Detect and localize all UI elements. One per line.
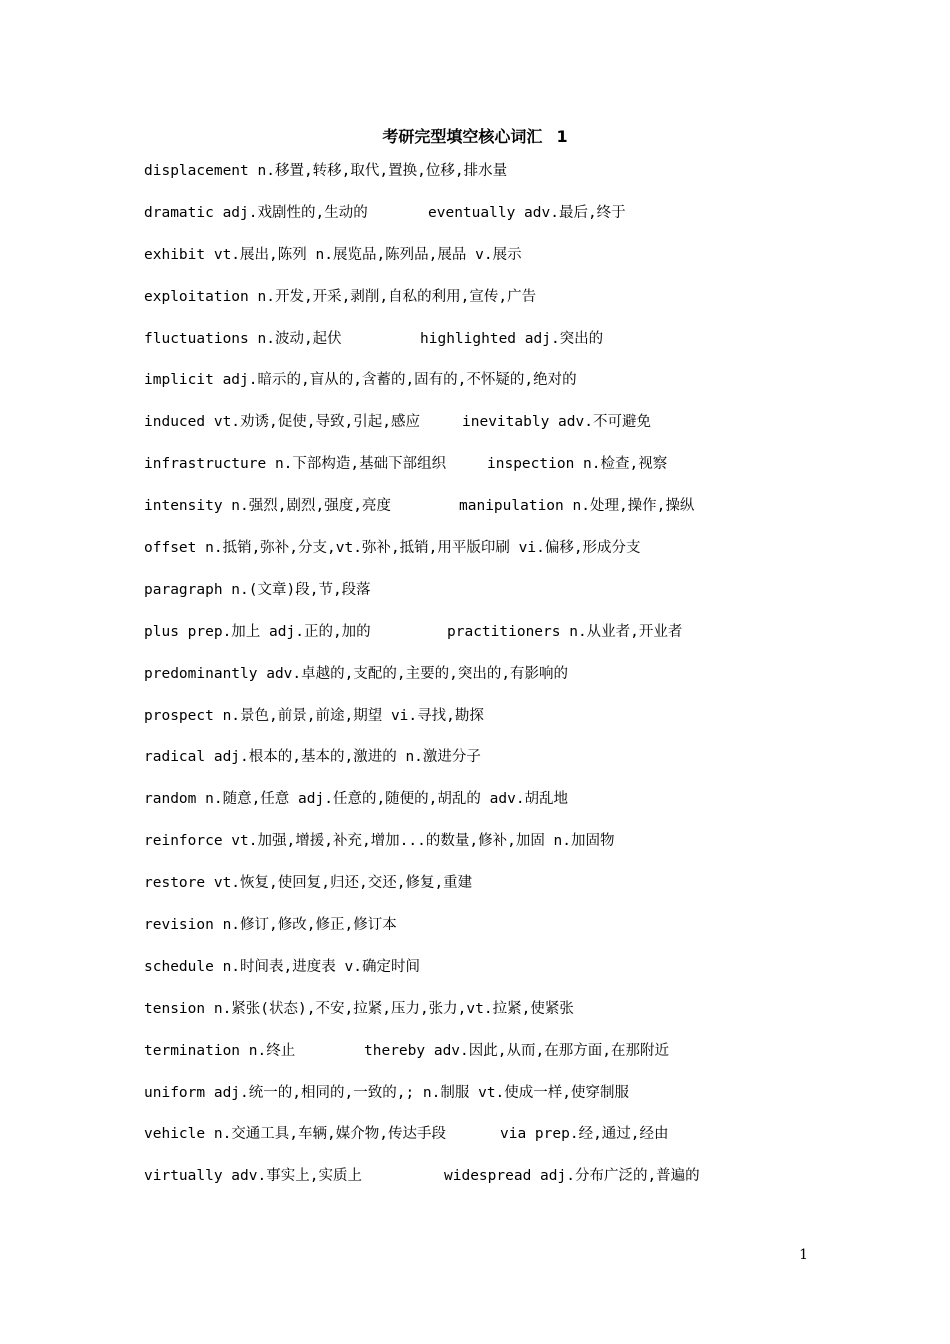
entry-secondary: via prep.经,通过,经由 [500, 1126, 669, 1143]
entry-primary: induced vt.劝诱,促使,导致,引起,感应 [144, 414, 420, 431]
entry-secondary: manipulation n.处理,操作,操纵 [459, 498, 695, 515]
entry-primary: restore vt.恢复,使回复,归还,交还,修复,重建 [144, 875, 473, 892]
list-item [144, 1040, 864, 1082]
entry-primary: predominantly adv.卓越的,支配的,主要的,突出的,有影响的 [144, 665, 569, 682]
entry-primary: uniform adj.统一的,相同的,一致的,; n.制服 vt.使成一样,使穿制服 [144, 1084, 630, 1101]
entry-primary: paragraph n.(文章)段,节,段落 [144, 581, 371, 598]
entry-primary: fluctuations n.波动,起伏 [144, 330, 342, 347]
entry-primary: radical adj.根本的,基本的,激进的 n.激进分子 [144, 749, 481, 766]
entry-secondary: eventually adv.最后,终于 [428, 204, 626, 221]
entry-primary: displacement n.移置,转移,取代,置换,位移,排水量 [144, 163, 508, 179]
entry-primary: intensity n.强烈,剧烈,强度,亮度 [144, 498, 391, 515]
list-item [144, 746, 864, 788]
list-item [144, 1082, 864, 1124]
list-item [144, 328, 864, 370]
list-item [144, 495, 864, 537]
entry-primary: schedule n.时间表,进度表 v.确定时间 [144, 958, 420, 975]
entry-secondary: highlighted adj.突出的 [420, 330, 604, 347]
entry-secondary: inspection n.检查,视察 [487, 456, 668, 473]
title-number: 1 [556, 127, 568, 146]
entry-primary: revision n.修订,修改,修正,修订本 [144, 917, 397, 934]
entry-primary: reinforce vt.加强,增援,补充,增加...的数量,修补,加固 n.加固物 [144, 833, 615, 850]
title-text: 考研完型填空核心词汇 [382, 127, 543, 146]
entry-secondary: thereby adv.因此,从而,在那方面,在那附近 [364, 1042, 669, 1059]
entry-primary: exploitation n.开发,开采,剥削,自私的利用,宣传,广告 [144, 288, 537, 305]
entry-secondary: inevitably adv.不可避免 [462, 414, 651, 431]
list-item [144, 830, 864, 872]
entry-secondary: widespread adj.分布广泛的,普遍的 [444, 1168, 700, 1185]
list-item [144, 956, 864, 998]
list-item [144, 621, 864, 663]
vocabulary-list [144, 160, 864, 1207]
list-item [144, 998, 864, 1040]
page-title [0, 124, 950, 147]
list-item [144, 411, 864, 453]
list-item [144, 244, 864, 286]
entry-primary: termination n.终止 [144, 1042, 296, 1059]
list-item [144, 1165, 864, 1207]
entry-primary: implicit adj.暗示的,盲从的,含蓄的,固有的,不怀疑的,绝对的 [144, 372, 577, 389]
entry-primary: offset n.抵销,弥补,分支,vt.弥补,抵销,用平版印刷 vi.偏移,形成分支 [144, 540, 641, 557]
list-item [144, 160, 864, 202]
list-item [144, 1123, 864, 1165]
entry-primary: random n.随意,任意 adj.任意的,随便的,胡乱的 adv.胡乱地 [144, 791, 569, 808]
list-item [144, 202, 864, 244]
page-number: 1 [799, 1247, 808, 1263]
list-item [144, 369, 864, 411]
list-item [144, 872, 864, 914]
entry-primary: infrastructure n.下部构造,基础下部组织 [144, 456, 447, 473]
entry-primary: exhibit vt.展出,陈列 n.展览品,陈列品,展品 v.展示 [144, 246, 522, 263]
list-item [144, 579, 864, 621]
list-item [144, 286, 864, 328]
list-item [144, 663, 864, 705]
list-item [144, 453, 864, 495]
list-item [144, 914, 864, 956]
entry-primary: vehicle n.交通工具,车辆,媒介物,传达手段 [144, 1126, 446, 1143]
entry-primary: plus prep.加上 adj.正的,加的 [144, 623, 371, 640]
entry-primary: tension n.紧张(状态),不安,拉紧,压力,张力,vt.拉紧,使紧张 [144, 1000, 574, 1017]
entry-secondary: practitioners n.从业者,开业者 [447, 623, 683, 640]
list-item [144, 788, 864, 830]
entry-primary: dramatic adj.戏剧性的,生动的 [144, 204, 368, 221]
list-item [144, 705, 864, 747]
list-item [144, 537, 864, 579]
entry-primary: prospect n.景色,前景,前途,期望 vi.寻找,勘探 [144, 707, 484, 724]
entry-primary: virtually adv.事实上,实质上 [144, 1168, 362, 1185]
